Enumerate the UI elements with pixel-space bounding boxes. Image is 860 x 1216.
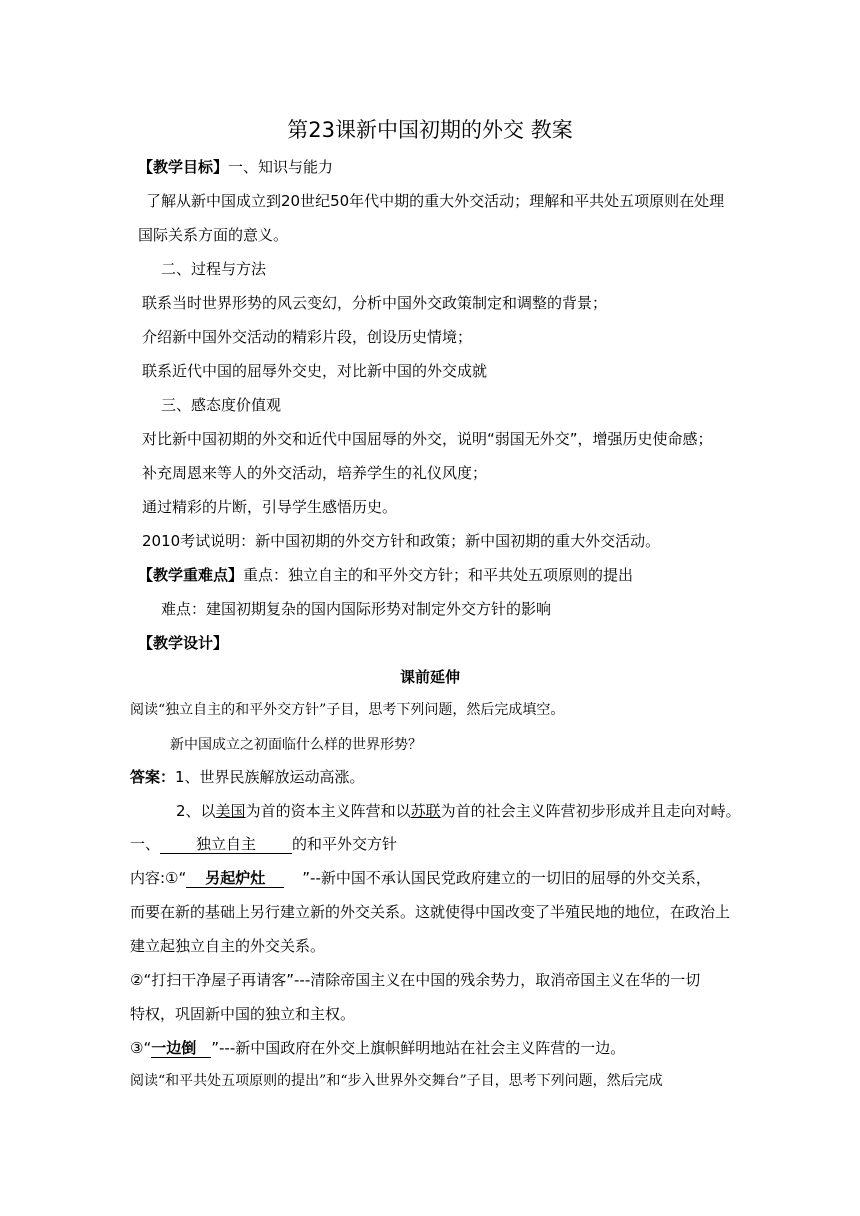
values-heading: 三、感态度价值观 — [161, 396, 282, 414]
content-3-prefix: ③“ — [130, 1039, 152, 1057]
answer-label: 答案： — [130, 768, 176, 786]
teaching-design-label: 【教学设计】 — [138, 634, 229, 652]
reading-instruction-1: 阅读“独立自主的和平外交方针”子目，思考下列问题，然后完成填空。 — [130, 702, 565, 718]
answer-line-2 — [176, 801, 741, 821]
answer-2-suffix: 为首的社会主义阵营初步形成并且走向对峙。 — [440, 802, 741, 820]
policy-heading — [130, 834, 397, 854]
answer-2-usa: 美国 — [215, 802, 246, 820]
process-heading: 二、过程与方法 — [161, 260, 267, 278]
answer-2-soviet: 苏联 — [410, 802, 441, 820]
content-2-line-1: ②“打扫干净屋子再请客”---清除帝国主义在中国的残余势力，取消帝国主义在华的一切 — [130, 971, 701, 989]
policy-prefix: 一、 — [130, 835, 161, 853]
content-blank-3: 一边倒 — [151, 1039, 211, 1058]
values-item: 通过精彩的片断，引导学生感悟历史。 — [142, 498, 398, 516]
values-item: 补充周恩来等人的外交活动，培养学生的礼仪风度； — [142, 464, 488, 482]
content-line-3: 建立起独立自主的外交关系。 — [130, 937, 326, 955]
values-item: 对比新中国初期的外交和近代中国屈辱的外交，说明“弱国无外交”，增强历史使命感； — [142, 430, 713, 448]
section-title: 课前延伸 — [399, 668, 460, 686]
page-title: 第23课新中国初期的外交 教案 — [287, 118, 573, 142]
policy-blank: 独立自主 — [160, 835, 292, 854]
reading-instruction-2: 阅读“和平共处五项原则的提出”和“步入世界外交舞台”子目，思考下列问题，然后完成 — [130, 1073, 663, 1089]
content-1-rest: ”--新中国不承认国民党政府建立的一切旧的屈辱的外交关系， — [302, 869, 711, 887]
process-item: 介绍新中国外交活动的精彩片段，创设历史情境； — [142, 328, 473, 346]
key-point-text: 重点：独立自主的和平外交方针；和平共处五项原则的提出 — [243, 566, 634, 584]
process-item: 联系近代中国的屈辱外交史，对比新中国的外交成就 — [142, 362, 488, 380]
difficult-point-text: 难点：建国初期复杂的国内国际形势对制定外交方针的影响 — [161, 600, 552, 618]
answer-2-prefix: 2、以 — [176, 802, 216, 820]
key-points-line — [138, 565, 633, 585]
content-line-2: 而要在新的基础上另行建立新的外交关系。这就使得中国改变了半殖民地的地位，在政治上 — [130, 903, 731, 921]
teaching-goals-line — [138, 157, 333, 177]
question-1: 新中国成立之初面临什么样的世界形势？ — [170, 737, 422, 753]
answer-line-1 — [130, 767, 365, 787]
process-item: 联系当时世界形势的风云变幻，分析中国外交政策制定和调整的背景； — [142, 294, 608, 312]
content-label: 内容:①“ — [130, 869, 187, 887]
content-2-line-2: 特权，巩固新中国的独立和主权。 — [130, 1005, 356, 1023]
knowledge-heading: 一、知识与能力 — [228, 158, 334, 176]
content-3-rest: ”---新中国政府在外交上旗帜鲜明地站在社会主义阵营的一边。 — [211, 1039, 626, 1057]
answer-1: 1、世界民族解放运动高涨。 — [175, 768, 365, 786]
knowledge-text-2: 国际关系方面的意义。 — [138, 226, 289, 244]
teaching-goals-label: 【教学目标】 — [138, 158, 229, 176]
exam-note: 2010考试说明：新中国初期的外交方针和政策；新中国初期的重大外交活动。 — [142, 532, 661, 550]
answer-2-middle: 为首的资本主义阵营和以 — [245, 802, 411, 820]
knowledge-text-1: 了解从新中国成立到20世纪50年代中期的重大外交活动；理解和平共处五项原则在处理 — [146, 192, 725, 210]
content-3-line — [130, 1038, 625, 1058]
policy-suffix: 的和平外交方针 — [292, 835, 398, 853]
content-blank-1: 另起炉灶 — [186, 869, 284, 888]
content-line-1 — [130, 868, 711, 888]
key-points-label: 【教学重难点】 — [138, 566, 244, 584]
